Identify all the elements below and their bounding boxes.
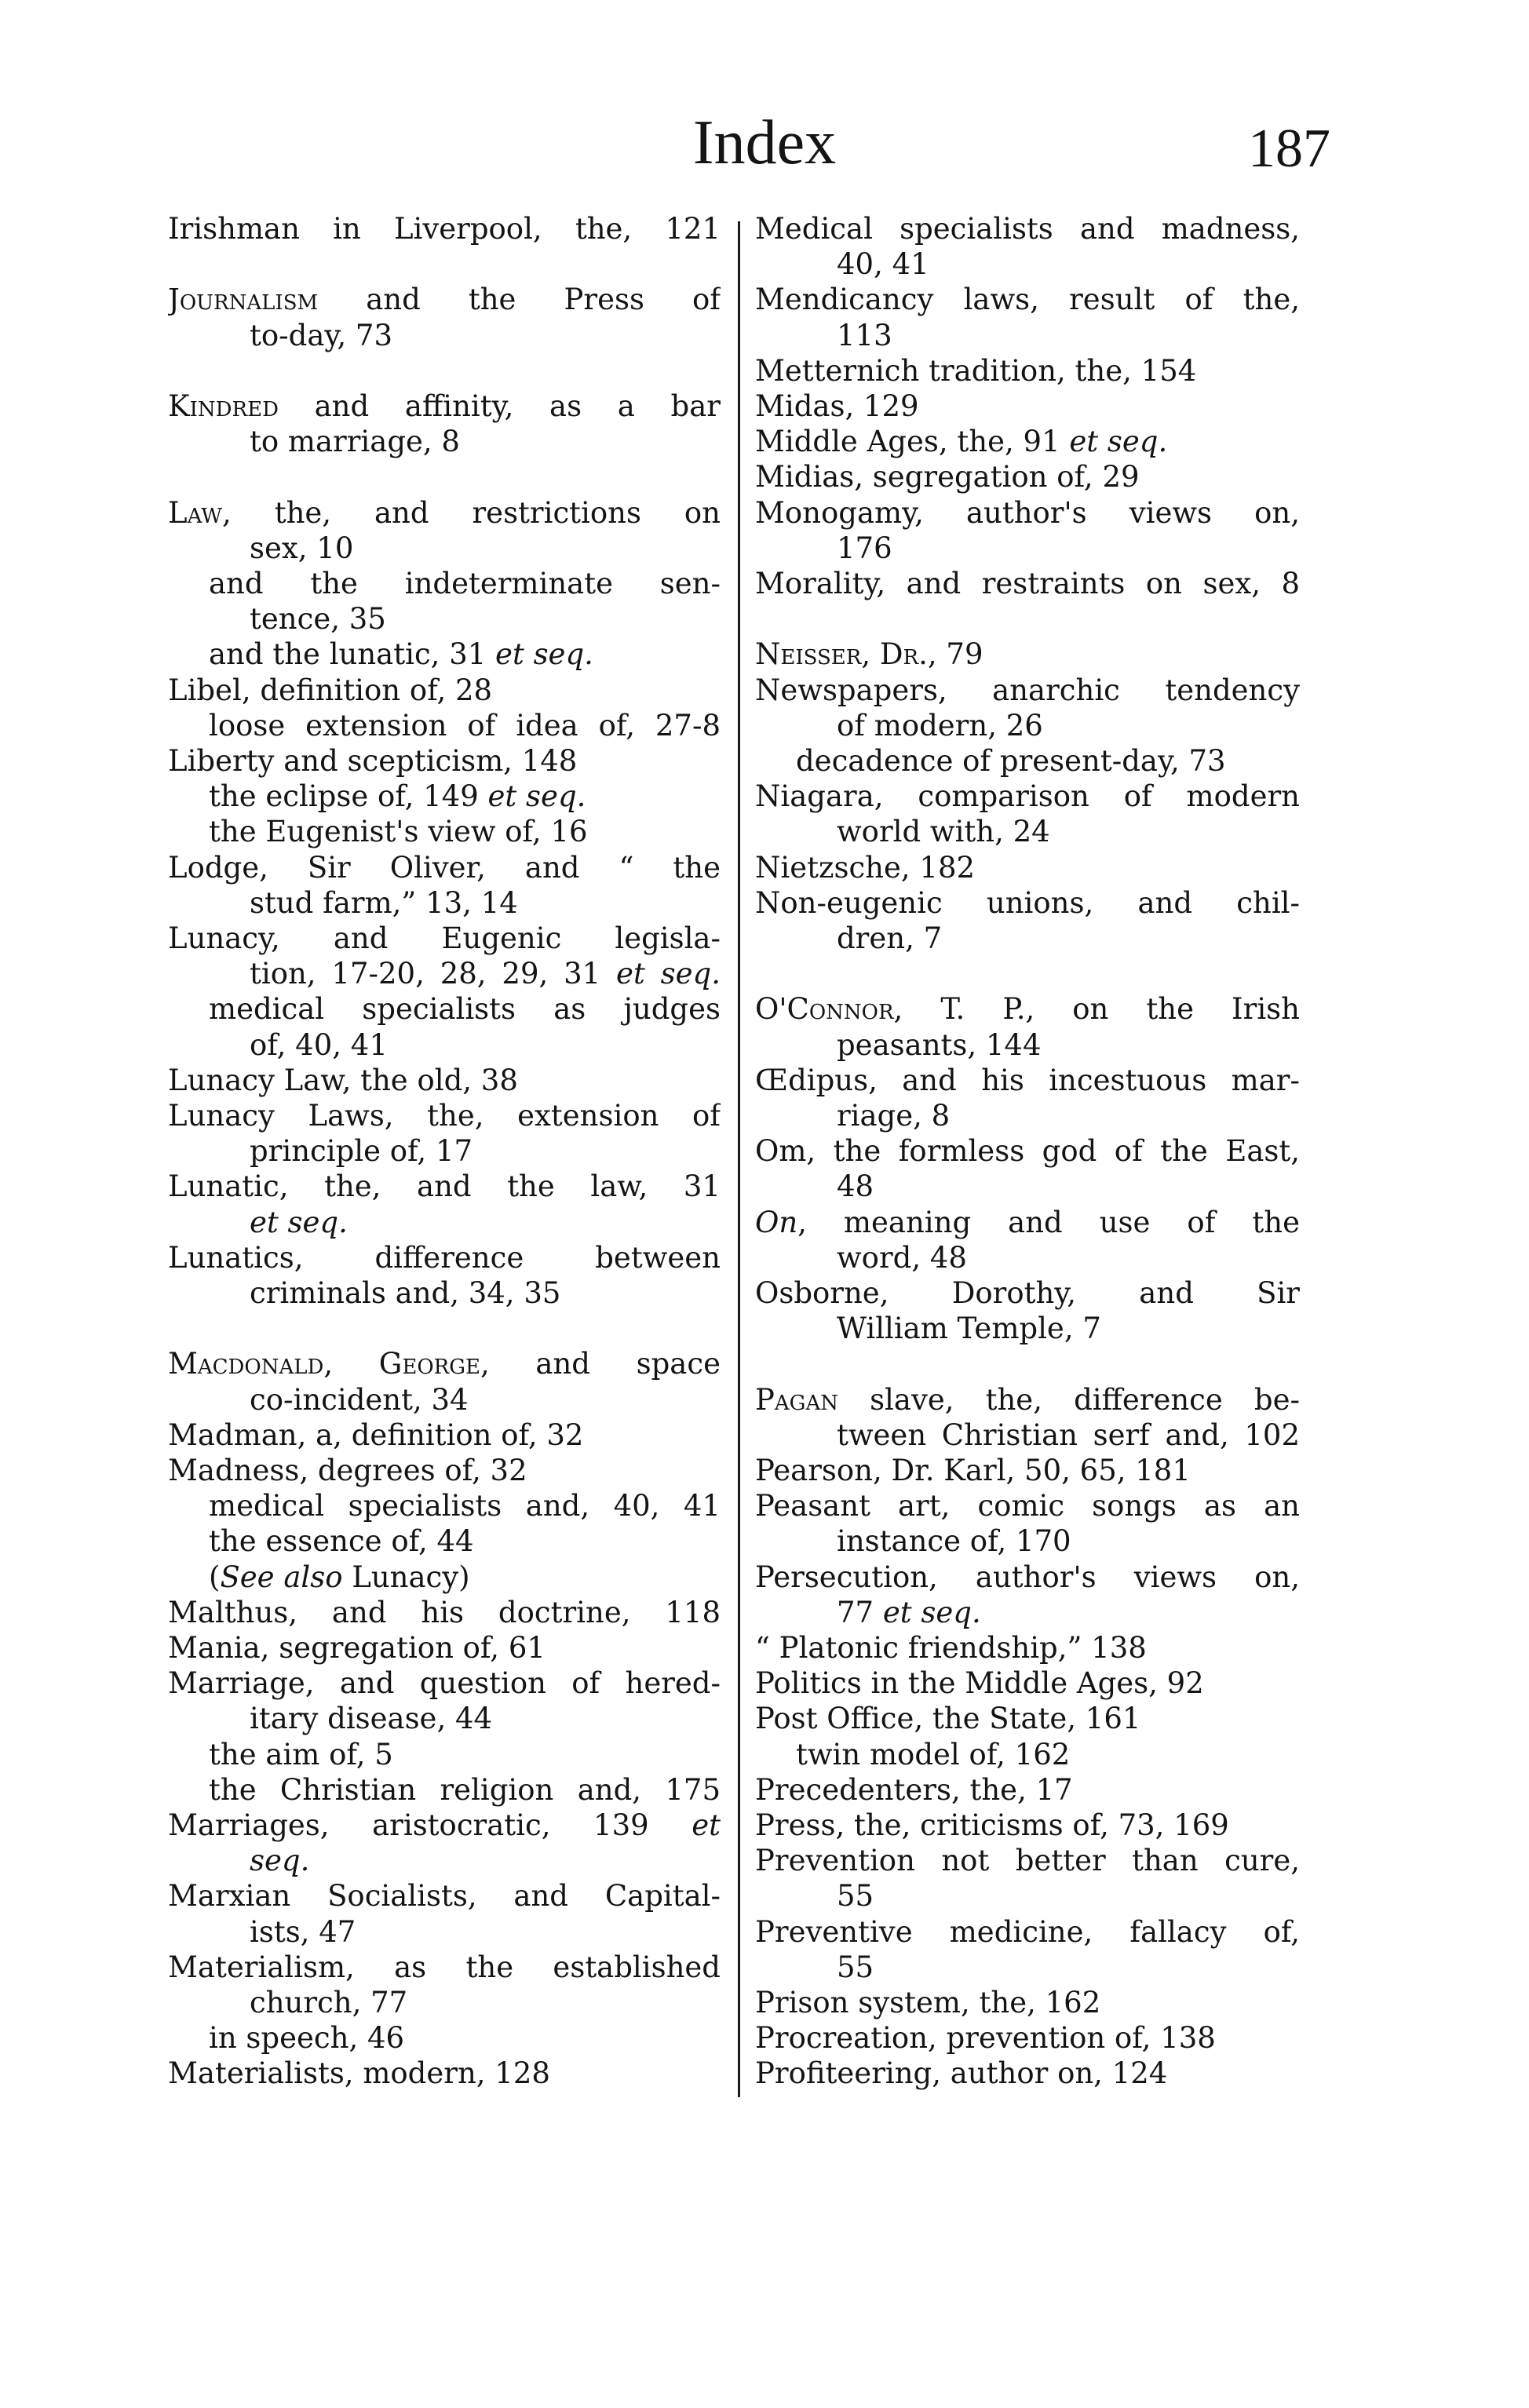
entry-text: Lunatic, the, and the law, 31 [168,1169,721,1204]
index-entry [168,1453,721,1488]
index-entry [168,1098,721,1133]
index-subentry [209,708,721,743]
entry-text: 77 [837,1595,883,1629]
entry-text: church, 77 [250,1986,408,2019]
entry-text: tween Christian serf and, 102 [837,1417,1300,1452]
index-entry [755,389,1300,424]
entry-text: Materialism, as the established [168,1950,721,1984]
index-entry [168,673,721,708]
index-entry-continuation [837,1098,1300,1133]
index-entry [755,1808,1300,1843]
index-entry [168,1666,721,1701]
entry-text: the Christian religion and, 175 [209,1772,721,1807]
index-entry-continuation [837,246,1300,282]
entry-text: Œdipus, and his incestuous mar- [755,1063,1300,1097]
entry-text: Monogamy, author's views on, [755,495,1300,530]
entry-text: and the Press of [318,283,721,317]
entry-text: Medical specialists and madness, [755,212,1300,246]
index-subentry [209,814,721,849]
entry-text: Libel, definition of, 28 [168,673,493,707]
entry-text: Metternich tradition, the, 154 [755,353,1197,388]
entry-text: world with, 24 [837,815,1050,849]
entry-heading-smallcaps: Journalism [168,283,319,317]
index-entry [755,1453,1300,1488]
index-entry [755,1560,1300,1595]
index-entry [755,850,1300,885]
index-entry-continuation [250,601,721,637]
index-entry-continuation [837,1169,1300,1204]
index-subentry [209,1523,721,1559]
index-subentry [209,1772,721,1808]
index-entry-continuation [250,1027,721,1063]
entry-text: to-day, 73 [250,318,392,352]
index-entry [755,1772,1300,1808]
index-entry [755,885,1300,921]
index-entry-continuation [837,814,1300,849]
entry-text: of modern, 26 [837,708,1043,742]
entry-text: instance of, 170 [837,1524,1071,1559]
index-entry [168,1630,721,1666]
entry-text: Marriage, and question of hered- [168,1666,721,1701]
entry-text-italic: On [755,1205,798,1239]
entry-heading-smallcaps: O'Connor [755,992,894,1027]
entry-text: Lunatics, difference between [168,1240,721,1275]
entry-text-italic: See also [220,1560,343,1594]
index-entry [168,1595,721,1630]
index-entry [755,424,1300,459]
entry-text: slave, the, difference be- [837,1382,1300,1417]
entry-text: , 79 [927,637,983,672]
index-entry [755,1063,1300,1098]
index-subentry [209,637,721,672]
entry-text: Lunacy, and Eugenic legisla- [168,921,721,955]
entry-text: Niagara, comparison of modern [755,779,1300,814]
index-entry [168,1950,721,1985]
index-entry [168,1063,721,1098]
index-entry [168,389,721,424]
entry-text: Midias, segregation of, 29 [755,460,1140,494]
entry-text: Persecution, author's views on, [755,1560,1300,1594]
entry-text: the aim of, 5 [209,1737,393,1771]
entry-text: Mania, segregation of, 61 [168,1631,546,1665]
entry-text: Pearson, Dr. Karl, 50, 65, 181 [755,1454,1191,1487]
index-entry [755,2020,1300,2056]
entry-text: , and space [480,1347,721,1381]
entry-text: and the indeterminate sen- [209,567,721,600]
index-entry [168,1417,721,1453]
entry-text: and the lunatic, 31 [209,637,496,672]
index-entry [755,566,1300,601]
index-entry [755,1701,1300,1736]
index-entry [168,850,721,885]
entry-text: Non-eugenic unions, and chil- [755,885,1300,920]
entry-text: Preventive medicine, fallacy of, [755,1914,1300,1949]
index-subentry [209,991,721,1027]
entry-text-italic: et seq. [250,1205,348,1239]
entry-text: , T. P., on the Irish [893,992,1300,1027]
entry-text: word, 48 [837,1240,967,1275]
index-entry [755,2056,1300,2091]
entry-text: Liberty and scepticism, 148 [168,744,578,778]
index-subentry [209,1737,721,1772]
entry-text-italic: seq. [250,1844,310,1878]
entry-text: and affinity, as a bar [278,389,721,423]
index-entry-continuation [250,1382,721,1417]
index-entry [755,991,1300,1027]
entry-text: dren, 7 [837,921,943,955]
index-entry [168,1878,721,1914]
index-entry [168,1169,721,1204]
entry-text: co-incident, 34 [250,1382,469,1417]
index-entry [755,459,1300,494]
entry-text: in speech, 46 [209,2021,405,2056]
entry-text: Profiteering, author on, 124 [755,2056,1168,2091]
index-entry [755,1133,1300,1169]
index-entry-continuation [837,1311,1300,1346]
index-entry [755,637,1300,672]
index-entry-continuation [250,1205,721,1240]
entry-text: Lunacy Laws, the, extension of [168,1099,721,1133]
entry-text-italic: et seq. [616,957,721,991]
index-entry-continuation [837,921,1300,956]
index-entry-continuation [250,1914,721,1950]
entry-text: the Eugenist's view of, 16 [209,815,588,849]
index-entry [755,1275,1300,1311]
entry-text: Lunacy Law, the old, 38 [168,1063,518,1097]
index-entry [755,1382,1300,1417]
index-entry [755,211,1300,246]
index-entry [168,282,721,317]
index-entry [755,779,1300,814]
column-divider [738,221,740,2097]
entry-heading-smallcaps: Pagan [755,1382,838,1417]
entry-text: ists, 47 [250,1914,356,1949]
entry-text: Irishman in Liverpool, the, 121 [168,212,721,246]
page-number: 187 [1248,119,1330,179]
entry-heading-smallcaps: Neisser, Dr. [755,637,928,672]
entry-text: ( [209,1560,221,1594]
entry-text: Politics in the Middle Ages, 92 [755,1666,1204,1701]
entry-text: Lunacy) [342,1560,470,1594]
entry-text: , meaning and use of the [797,1205,1300,1239]
index-entry-continuation [837,1595,1300,1630]
entry-text: 55 [837,1950,874,1984]
entry-text: Midas, 129 [755,389,919,423]
index-subentry [796,1737,1300,1772]
entry-text: Om, the formless god of the East, [755,1134,1300,1169]
entry-text: Materialists, modern, 128 [168,2056,550,2091]
index-entry [168,921,721,956]
entry-text: Marxian Socialists, and Capital- [168,1879,721,1914]
entry-text: principle of, 17 [250,1134,473,1169]
entry-text: 113 [837,318,892,352]
entry-text: medical specialists as judges [209,992,721,1027]
index-subentry [209,1488,721,1523]
entry-text: Peasant art, comic songs as an [755,1489,1300,1523]
index-subentry [209,1560,721,1595]
entry-text: 48 [837,1169,874,1204]
index-entry [755,1666,1300,1701]
index-entry [755,282,1300,317]
index-entry-continuation [837,1878,1300,1914]
index-entry-continuation [837,1240,1300,1275]
index-subentry [209,779,721,814]
entry-text-italic: et seq. [1069,425,1168,459]
entry-text: Madman, a, definition of, 32 [168,1417,584,1452]
index-entry [755,353,1300,389]
entry-text-italic: et seq. [487,779,586,814]
entry-text: Morality, and restraints on sex, 8 [755,567,1300,600]
index-subentry [796,743,1300,779]
index-entry-continuation [250,1843,721,1878]
index-entry-continuation [250,956,721,991]
index-entry-continuation [837,1950,1300,1985]
entry-text: medical specialists and, 40, 41 [209,1489,721,1523]
entry-text: tence, 35 [250,602,386,637]
entry-text: Osborne, Dorothy, and Sir [755,1276,1300,1310]
entry-text: sex, 10 [250,531,354,565]
entry-text: Marriages, aristocratic, 139 [168,1808,692,1842]
entry-heading-smallcaps: Kindred [168,389,279,423]
entry-text: decadence of present-day, 73 [796,744,1226,778]
entry-text-italic: et [692,1808,721,1842]
entry-text: criminals and, 34, 35 [250,1276,561,1310]
index-entry [755,673,1300,708]
entry-text-italic: et seq. [495,637,593,672]
entry-text: Precedenters, the, 17 [755,1772,1073,1807]
page-title: Index [692,108,837,177]
entry-text: of, 40, 41 [250,1027,388,1062]
index-entry [168,1808,721,1843]
entry-text: Press, the, criticisms of, 73, 169 [755,1808,1229,1842]
index-entry-continuation [837,708,1300,743]
entry-text: the eclipse of, 149 [209,779,488,814]
index-entry-continuation [837,1523,1300,1559]
index-entry-continuation [250,1701,721,1736]
index-entry-continuation [250,424,721,459]
index-entry-continuation [250,318,721,353]
index-entry-continuation [837,1417,1300,1453]
index-entry-continuation [837,1027,1300,1063]
entry-text: Middle Ages, the, 91 [755,425,1070,459]
index-entry [168,1240,721,1275]
index-entry-continuation [250,885,721,921]
entry-text: twin model of, 162 [796,1737,1071,1771]
index-entry [168,495,721,531]
entry-text: William Temple, 7 [837,1312,1101,1346]
entry-text: Mendicancy laws, result of the, [755,283,1300,317]
index-entry [168,2056,721,2091]
entry-text: “ Platonic friendship,” 138 [755,1631,1147,1665]
index-entry [755,1488,1300,1523]
index-entry [755,1630,1300,1666]
entry-text: Nietzsche, 182 [755,850,976,885]
entry-text: 176 [837,531,892,565]
index-entry-continuation [250,1985,721,2020]
entry-text: loose extension of idea of, 27-8 [209,708,721,742]
index-entry [168,743,721,779]
entry-text: Post Office, the State, 161 [755,1702,1141,1736]
index-entry [755,495,1300,531]
index-subentry [209,2020,721,2056]
entry-text: stud farm,” 13, 14 [250,885,518,920]
index-entry [755,1843,1300,1878]
entry-text: Madness, degrees of, 32 [168,1454,527,1487]
entry-text: peasants, 144 [837,1027,1042,1062]
index-entry [168,1346,721,1381]
entry-text: itary disease, 44 [250,1702,493,1736]
index-entry-continuation [250,1275,721,1311]
entry-text: Malthus, and his doctrine, 118 [168,1595,721,1629]
entry-text: Prison system, the, 162 [755,1986,1101,2019]
entry-text: Newspapers, anarchic tendency [755,673,1300,707]
index-entry-continuation [250,1133,721,1169]
entry-text: the essence of, 44 [209,1524,474,1559]
entry-text: Procreation, prevention of, 138 [755,2021,1216,2056]
entry-text: to marriage, 8 [250,425,460,459]
entry-text: tion, 17-20, 28, 29, 31 [250,957,617,991]
index-entry [168,211,721,246]
entry-heading-smallcaps: Law [168,495,223,530]
entry-text-italic: et seq. [882,1595,981,1629]
index-entry [755,1914,1300,1950]
entry-text: 55 [837,1879,874,1914]
index-entry-continuation [837,318,1300,353]
entry-text: 40, 41 [837,247,929,282]
index-subentry [209,566,721,601]
entry-heading-smallcaps: Macdonald, George [168,1347,480,1381]
index-entry-continuation [837,531,1300,566]
index-entry [755,1205,1300,1240]
entry-text: , the, and restrictions on [222,495,721,530]
entry-text: Lodge, Sir Oliver, and “ the [168,850,721,885]
index-entry-continuation [250,531,721,566]
index-entry [755,1985,1300,2020]
entry-text: Prevention not better than cure, [755,1844,1300,1878]
entry-text: riage, 8 [837,1099,951,1133]
